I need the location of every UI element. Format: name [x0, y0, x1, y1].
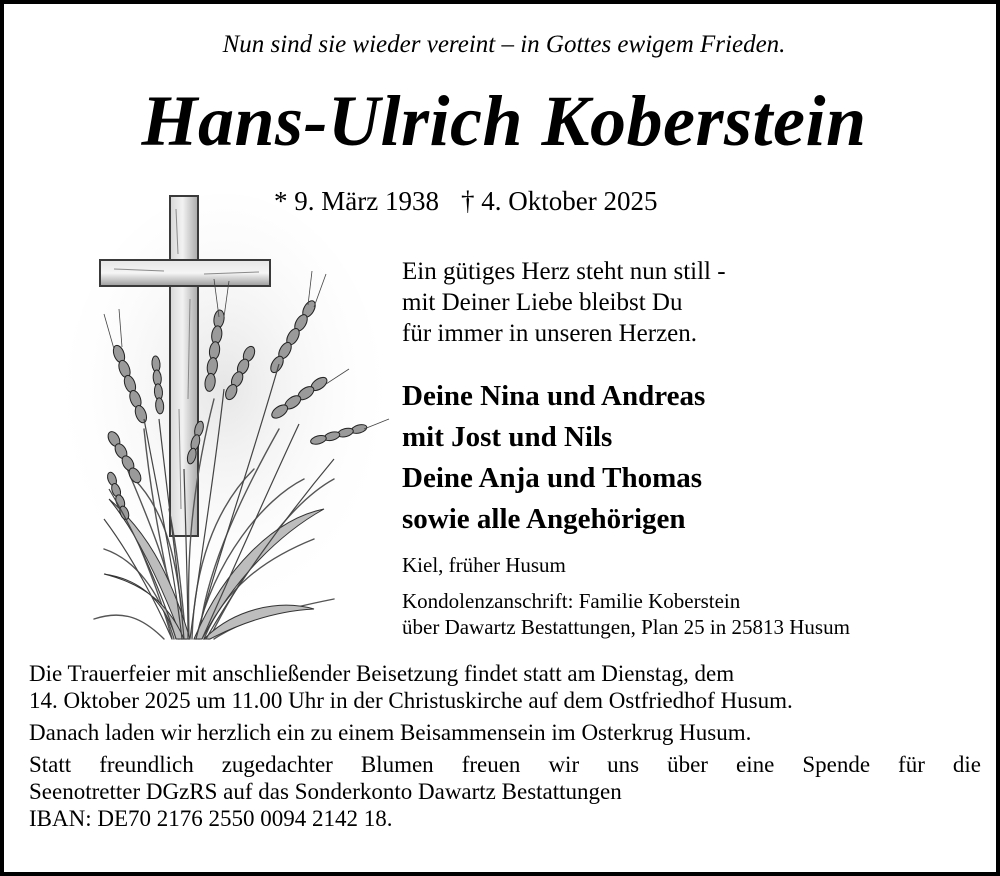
verse-block [402, 256, 822, 349]
donation-line: Seenotretter DGzRS auf das Sonderkonto Dawartz Bestattungen [29, 779, 622, 804]
verse-line: für immer in unseren Herzen. [402, 320, 698, 347]
service-paragraph [29, 660, 981, 714]
donation-paragraph [29, 751, 981, 832]
death-date: † 4. Oktober 2025 [460, 186, 658, 216]
funeral-notice [29, 660, 981, 837]
donation-line: Statt freundlich zugedachter Blumen freuen wir uns über eine Spende für die [29, 752, 981, 777]
verse-line: mit Deiner Liebe bleibst Du [402, 289, 683, 316]
mourner-line: Deine Nina und Andreas [402, 380, 706, 412]
birth-date: * 9. März 1938 [274, 186, 439, 216]
condolence-line: über Dawartz Bestattungen, Plan 25 in 25813 Husum [402, 615, 850, 639]
mourner-line: Deine Anja und Thomas [402, 462, 703, 494]
mourner-line: sowie alle Angehörigen [402, 503, 686, 535]
deceased-name: Hans-Ulrich Koberstein [141, 81, 867, 161]
condolence-line: Kondolenzanschrift: Familie Koberstein [402, 589, 741, 613]
verse-line: Ein gütiges Herz steht nun still - [402, 258, 726, 285]
iban-line: IBAN: DE70 2176 2550 0094 2142 18. [29, 806, 393, 831]
invitation-line: Danach laden wir herzlich ein zu einem Beisammensein im Osterkrug Husum. [29, 720, 752, 745]
service-line: 14. Oktober 2025 um 11.00 Uhr in der Christuskirche auf dem Ostfriedhof Husum. [29, 688, 793, 713]
motto-line: Nun sind sie wieder vereint – in Gottes ewigem Frieden. [222, 31, 786, 58]
invitation-paragraph [29, 719, 981, 746]
mourners-block [402, 376, 842, 540]
place-line: Kiel, früher Husum [402, 553, 566, 577]
service-line: Die Trauerfeier mit anschließender Beisetzung findet statt am Dienstag, dem [29, 661, 735, 686]
mourner-line: mit Jost und Nils [402, 421, 613, 453]
cross-with-wheat-icon [64, 179, 394, 654]
address-block [402, 552, 982, 640]
